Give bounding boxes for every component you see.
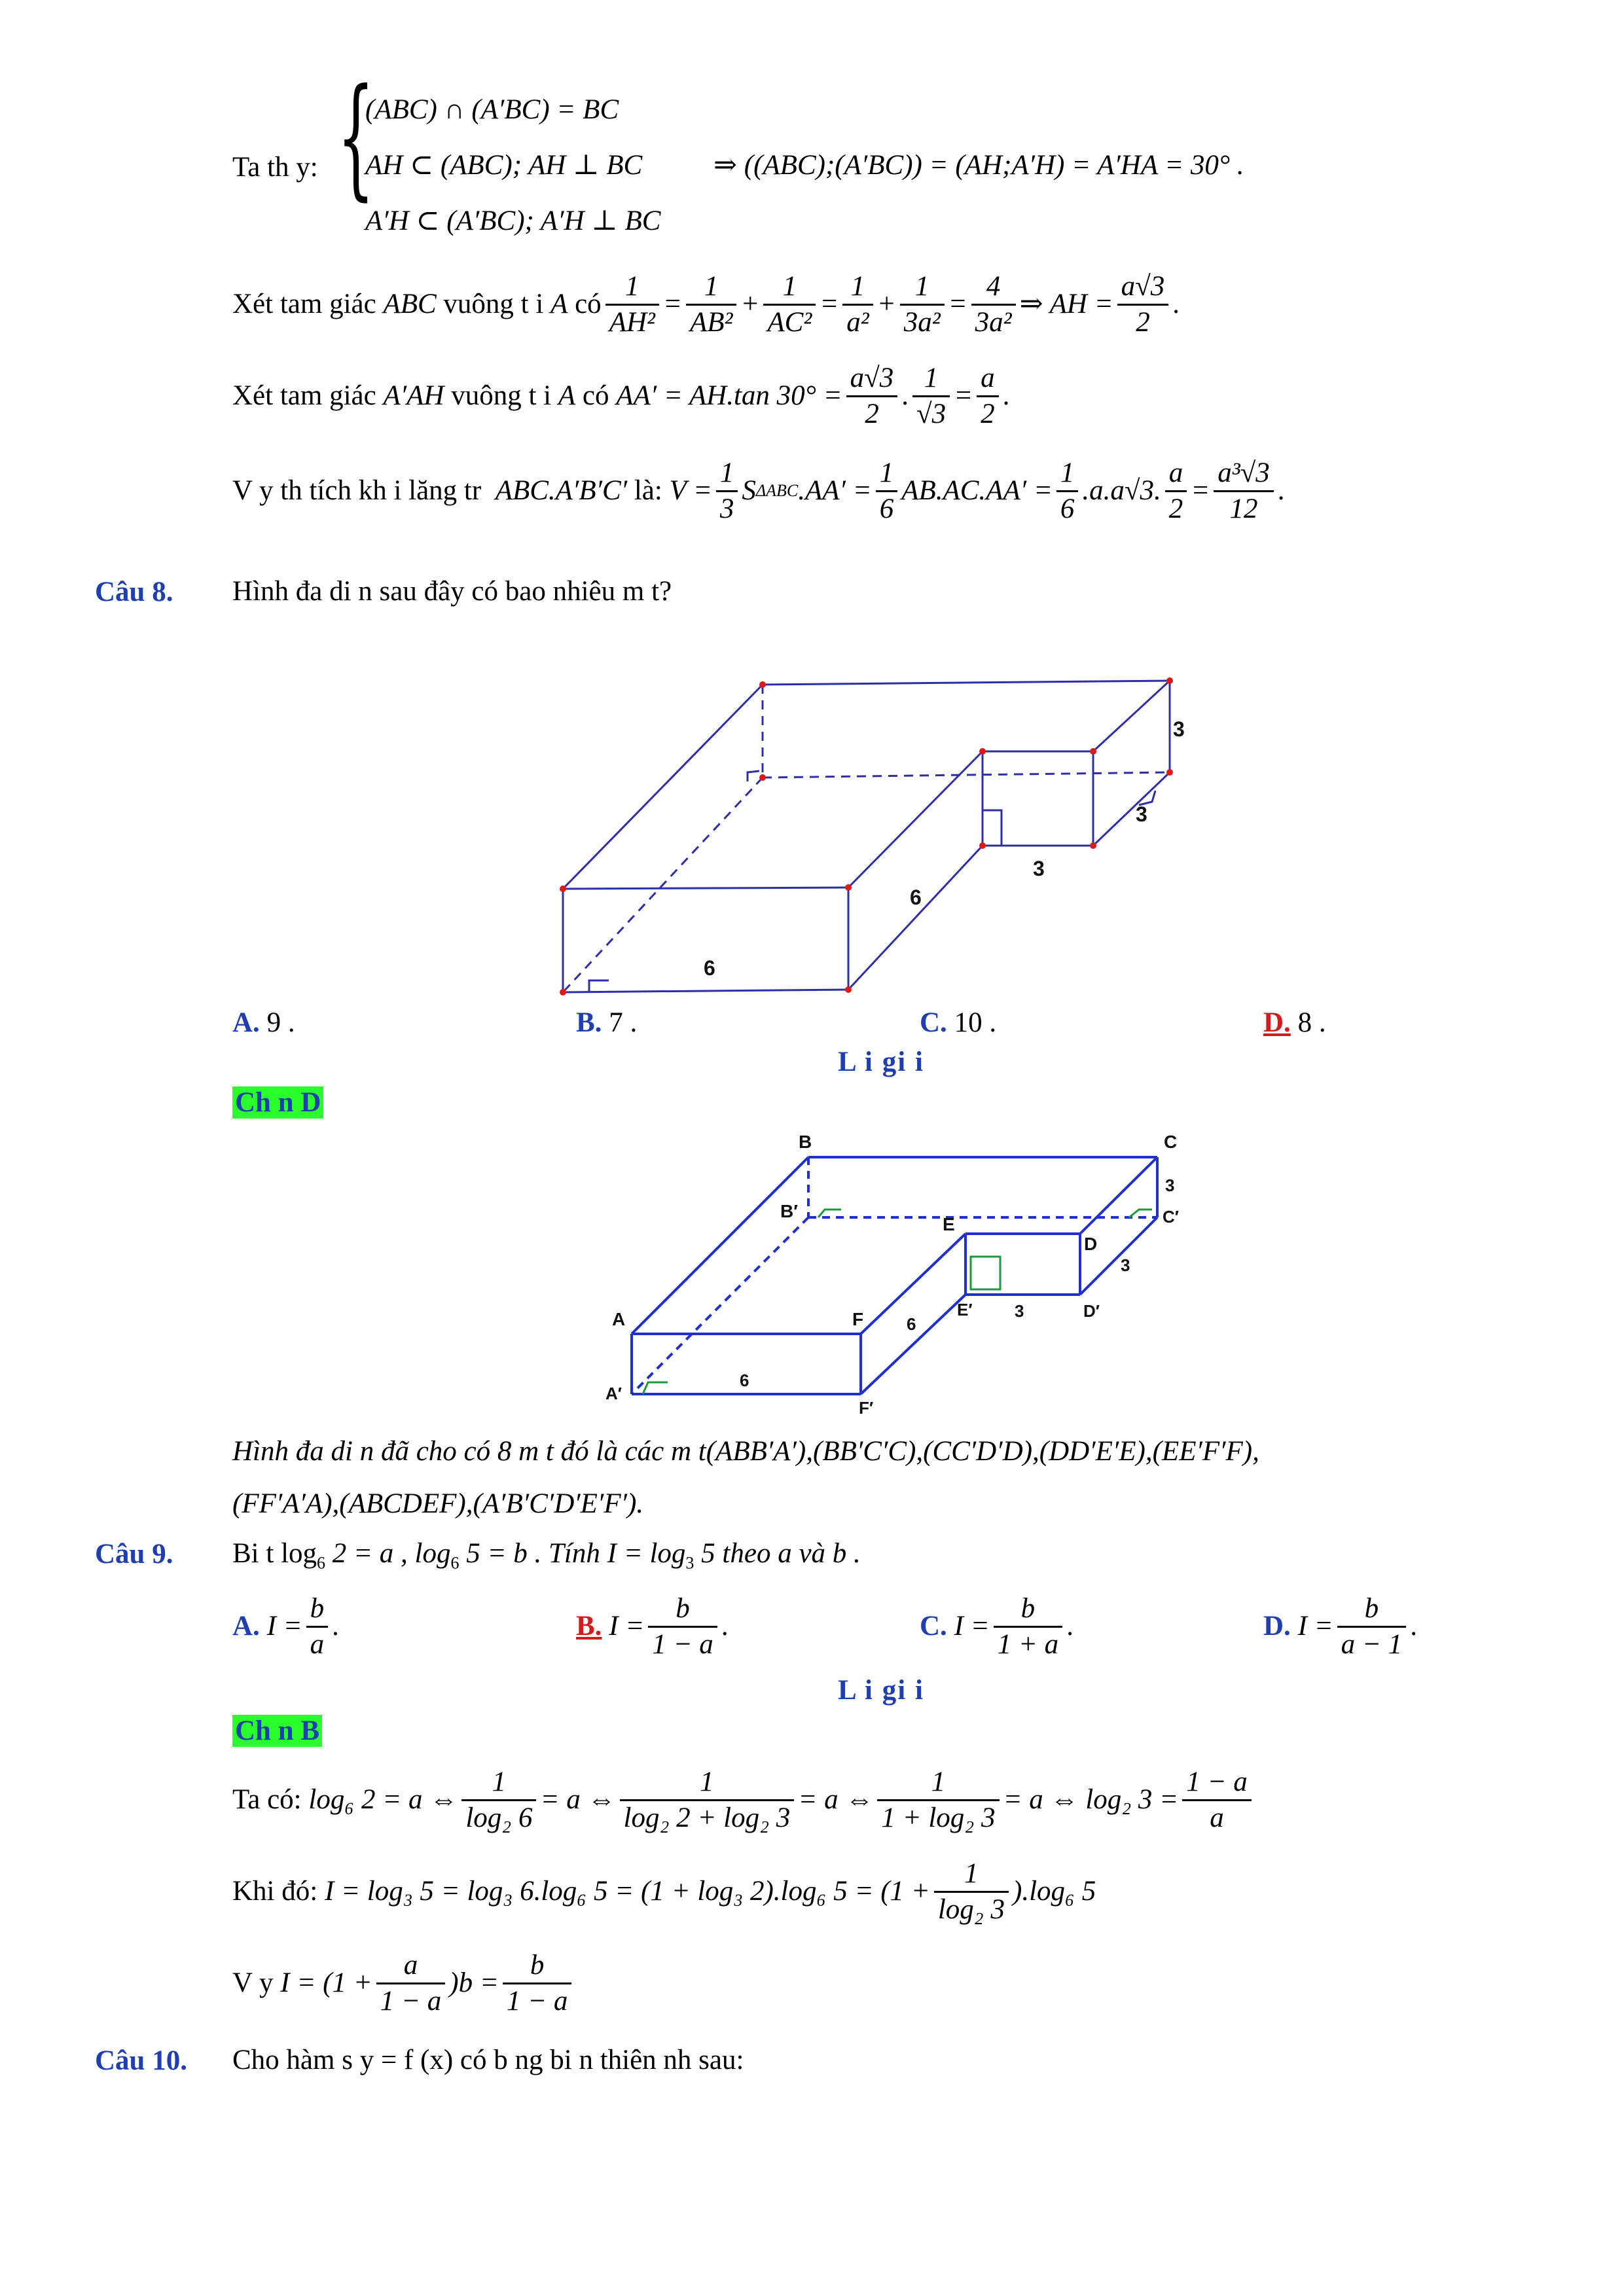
formula: AA′ = AH.tan 30° = xyxy=(616,380,842,411)
solution-8-figure xyxy=(602,1126,1191,1414)
dim-label: 3 xyxy=(1033,857,1045,880)
text: Xét tam giác xyxy=(232,289,376,319)
dim-label: 3 xyxy=(1136,802,1147,826)
text: Xét tam giác xyxy=(232,380,376,411)
dim-label: 3 xyxy=(1165,1175,1175,1195)
fraction: $\frac{1}{3}$ xyxy=(716,456,738,526)
fraction: $\frac{a√3}{2}$ xyxy=(846,361,898,431)
triangle-name: A′AH xyxy=(383,380,444,411)
vertex: A xyxy=(558,380,576,411)
vertex-label: C xyxy=(1164,1132,1178,1152)
solution-title: L i gi i xyxy=(838,1047,924,1077)
fraction: $\frac{1}{\text{AC²}}$ xyxy=(763,270,816,340)
question-8-text: Hình đa di n sau đây có bao nhiêu m t? xyxy=(232,576,672,607)
triangle-abc-line: Xét tam giác ABC vuông t i A có $\frac{1}{\text{AH²}}$ = $\frac{1}{\text{AB²}}$ + $\frac{1}{\text{AC²}}$ = $\frac{1}{\text{a²}}$ + $\frac{1}{\text{3a²}}$ = $\frac{4}{\text{3a²}}$ ⇒ AH = $\frac{a√3}{2}$ . xyxy=(232,259,1180,350)
fraction: $\frac{1}{6}$ xyxy=(1056,456,1079,526)
question-8-label: Câu 8. xyxy=(95,577,173,607)
solution-9-line-3: V y I = (1 + $\frac{a}{1 - a}$ ) b = $\frac{b}{1 - a}$ xyxy=(232,1937,575,2029)
dim-label: 3 xyxy=(1173,717,1185,741)
dim-label: 6 xyxy=(704,956,715,980)
fraction: $\frac{1}{\text{AH²}}$ xyxy=(605,270,659,340)
vertex-label: F xyxy=(852,1309,864,1329)
vertex-label: A′ xyxy=(605,1384,623,1403)
prism-name: ABC.A′B′C′ xyxy=(495,475,628,506)
vertex-label: A xyxy=(612,1309,626,1329)
solution-9-line-1: Ta có: log₆ 2 = a ⇔ $\frac{1}{\text{log₂ 6}}$ = a ⇔ $\frac{1}{\text{log₂ 2 + log₂ 3}}$ = a ⇔ $\frac{1}{\text{1 + log₂ 3}}$ = a ⇔ log₂ 3 = $\frac{1 - a}{a}$ xyxy=(232,1754,1255,1846)
fraction: $\frac{4}{\text{3a²}}$ xyxy=(971,270,1016,340)
vertex-label: D xyxy=(1084,1234,1098,1254)
vertex-label: E xyxy=(943,1214,955,1234)
dim-label: 6 xyxy=(907,1314,916,1334)
vertex-label: F′ xyxy=(859,1398,874,1414)
ta-thay-label: Ta th y: xyxy=(232,152,318,183)
text: vuông t i xyxy=(451,380,552,411)
text: V y th tích kh i lăng tr xyxy=(232,475,482,506)
vertex-label: E′ xyxy=(957,1300,973,1319)
chosen-answer-badge: Ch n B xyxy=(232,1715,322,1747)
answer-8-line-2: (FF′A′A),(ABCDEF),(A′B′C′D′E′F′). xyxy=(232,1488,644,1519)
option-a[interactable]: A. 9 . xyxy=(232,1007,295,1038)
fraction: $\frac{a}{2}$ xyxy=(1165,456,1187,526)
question-10-label: Câu 10. xyxy=(95,2045,187,2076)
fraction: $\frac{1}{\text{a²}}$ xyxy=(842,270,873,340)
option-c[interactable]: C. I = $\frac{b}{1 + a}$ . xyxy=(920,1592,1074,1660)
vertex-label: C′ xyxy=(1163,1207,1180,1227)
triangle-aah-line: Xét tam giác A′AH vuông t i A có AA′ = AH.tan 30° = $\frac{a√3}{2}$ . $\frac{1}{√3}$ = $\frac{a}{2}$ . xyxy=(232,350,1009,442)
system-line-2: AH ⊂ (ABC); AH ⊥ BC xyxy=(365,150,643,181)
vertex-label: B′ xyxy=(780,1201,798,1221)
text: có xyxy=(575,289,602,319)
volume-line: V y th tích kh i lăng tr ABC.A′B′C′ là: V = $\frac{1}{3}$ S ΔABC .AA′ = $\frac{1}{6}$ AB.AC.AA′ = $\frac{1}{6}$ .a.a√3. $\frac{a}{2}$ = $\frac{\text{a³√3}}{12}$ . xyxy=(232,445,1285,537)
chosen-answer-badge: Ch n D xyxy=(232,1086,323,1119)
fraction: $\frac{1}{√3}$ xyxy=(912,361,950,431)
text: là: xyxy=(634,475,662,506)
question-9-text: Bi t $\log_6 2 = a$ , $\log_6 5 = b$ . Tính $I = \log_3 5$ theo a và b . xyxy=(232,1538,861,1573)
fraction: $\frac{\text{a³√3}}{12}$ xyxy=(1214,456,1274,526)
formula-tail: ⇒ AH = xyxy=(1019,289,1113,319)
system-brace: { xyxy=(337,61,375,213)
answer-8-line-1: Hình đa di n đã cho có 8 m t đó là các m t(ABB′A′),(BB′C′C),(CC′D′D),(DD′E′E),(EE′F′F), xyxy=(232,1436,1259,1467)
option-c[interactable]: C. 10 . xyxy=(920,1007,997,1038)
text: vuông t i xyxy=(443,289,544,319)
question-10-text: Cho hàm s y = f (x) có b ng bi n thiên nh sau: xyxy=(232,2045,744,2075)
option-b[interactable]: B. I = $\frac{b}{1 - a}$ . xyxy=(576,1592,729,1660)
question-8-figure xyxy=(543,668,1185,1008)
fraction: $\frac{1}{\text{3a²}}$ xyxy=(900,270,945,340)
option-d[interactable]: D. 8 . xyxy=(1263,1007,1326,1038)
dim-label: 6 xyxy=(740,1371,749,1390)
system-line-1: (ABC) ∩ (A′BC) = BC xyxy=(365,94,619,125)
system-line-3: A′H ⊂ (A′BC); A′H ⊥ BC xyxy=(365,206,661,236)
fraction: $\frac{a√3}{2}$ xyxy=(1117,270,1169,340)
fraction: $\frac{1}{\text{AB²}}$ xyxy=(686,270,736,340)
option-d[interactable]: D. I = $\frac{b}{a - 1}$ . xyxy=(1263,1592,1417,1660)
option-b[interactable]: B. 7 . xyxy=(576,1007,638,1038)
dim-label: 6 xyxy=(910,886,922,909)
solution-title: L i gi i xyxy=(838,1675,924,1706)
triangle-name: ABC xyxy=(383,289,437,319)
vertex-label: B xyxy=(799,1132,812,1152)
formula: V = xyxy=(669,475,712,506)
question-9-label: Câu 9. xyxy=(95,1539,173,1570)
dim-label: 3 xyxy=(1015,1301,1024,1321)
system-result: ⇒ ((ABC);(A′BC)) = (AH;A′H) = A′HA = 30° . xyxy=(713,150,1244,181)
vertex-label: D′ xyxy=(1083,1301,1100,1321)
option-a[interactable]: A. I = $\frac{b}{a}$ . xyxy=(232,1592,339,1660)
vertex: A xyxy=(550,289,568,319)
fraction: $\frac{1}{6}$ xyxy=(876,456,898,526)
dim-label: 3 xyxy=(1121,1255,1130,1275)
solution-9-line-2: Khi đó: I = log₃ 5 = log₃ 6.log₆ 5 = (1 + log₃ 2).log₆ 5 = (1 + $\frac{1}{\text{log₂ 3}}$ ) .log₆ 5 xyxy=(232,1857,1096,1925)
text: có xyxy=(582,380,609,411)
fraction: $\frac{a}{2}$ xyxy=(977,361,999,431)
